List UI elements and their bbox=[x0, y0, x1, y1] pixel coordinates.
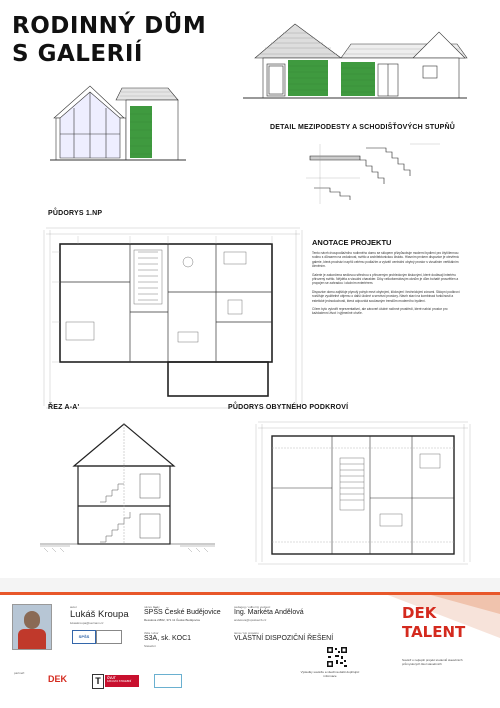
author-photo bbox=[12, 604, 52, 650]
author-label: autor bbox=[70, 605, 77, 609]
theme-value: VLASTNÍ DISPOZIČNÍ ŘEŠENÍ bbox=[234, 635, 334, 642]
teacher-email: andelova@spsstavcb.cz bbox=[234, 618, 267, 622]
annotation-title: ANOTACE PROJEKTU bbox=[312, 238, 392, 247]
annotation-paragraph: Tento návrh dvoupodlažního rodinného domu se sklopem přizpůsobuje moderní bydlení pro čtyřčlennou rodinu s důrazem na vzdušnost, světlo a architektonickou čistotu. Hlavním prvkem dispozice je otevřená galerie, která prochází napříč celému podlažím a vytváří centrální obytný prostor s vizuálním vertikálním členěním. bbox=[312, 251, 459, 269]
author-email: lukaskroupa@seznam.cz bbox=[70, 621, 104, 625]
class-label: třída / obor bbox=[144, 631, 159, 635]
green-facade-panel bbox=[341, 62, 375, 96]
brand-description: Soutěž o nejlepší projekt studentů stavebních průmyslových škol stavebních bbox=[402, 658, 463, 666]
stair-detail-drawing bbox=[300, 138, 450, 208]
teacher-name: Ing. Markéta Andělová bbox=[234, 609, 304, 616]
section-drawing bbox=[40, 416, 215, 558]
section-heading: ŘEZ A-A' bbox=[48, 404, 80, 411]
dek-talent-logo bbox=[402, 604, 465, 642]
dek-logo: DEK bbox=[48, 674, 68, 684]
detail-heading: DETAIL MEZIPODESTY A SCHODIŠŤOVÝCH STUPŇŮ bbox=[270, 124, 456, 131]
partners-label: partneři: bbox=[14, 671, 26, 675]
green-facade-panel bbox=[130, 106, 152, 158]
school-name: SPŠS České Budějovice bbox=[144, 609, 221, 616]
annotation-paragraph: Galerie je zakončena sedlovou střechou s přirozeným prohledovým kiskovými, které dodávají interiéru přirozený světlo. Nějdéla a vizuální charakter. Díky velkoformátovým oknům je dům bohatě prosvětlen a propojen se zahradou i okolním exteriérem. bbox=[312, 272, 459, 286]
school-badge-icon bbox=[96, 630, 122, 644]
brand-talent: TALENT bbox=[402, 623, 466, 641]
partner-logo-icon bbox=[154, 674, 182, 688]
class-value: S3A, sk. KOC1 bbox=[144, 635, 192, 642]
school-logo-icon: SPŠS bbox=[72, 630, 96, 644]
floor1-plan-drawing bbox=[38, 222, 308, 414]
school-address: Resslova 2/862, 371 11 České Budějovice bbox=[144, 618, 201, 622]
title-line-2: S GALERIÍ bbox=[12, 41, 143, 67]
annotation-paragraph: Dispozice domu zajišťuje plynulý pohyb mezi obytnými, klidovými i technickými zónami. Sklopní podkroví rozšiřuje využitelné objemu o další úložné a servisní prostory. Návrh staví na kombinaci funkčnosti a estetické jednoduchosti, která odpovídá současným trendům moderního bydlení. bbox=[312, 289, 460, 303]
theme-label: téma / typ projektu bbox=[234, 631, 259, 635]
annotation-paragraph: Cílem bylo vytvořit reprezentativní, ale zároveň útulné rodinné prostředí, které nabízí prostor pro každodenní život i výjimečné chvíle. bbox=[312, 307, 448, 316]
teacher-label: pedagog / odborný vedoucí bbox=[234, 605, 271, 609]
school-label: název školy bbox=[144, 605, 160, 609]
qr-caption: Výsledky soutěže a všechna další doplňující informace bbox=[300, 670, 360, 678]
cvut-logo-text: ČVUT bbox=[107, 676, 116, 680]
qr-code-icon bbox=[326, 646, 348, 668]
page-title bbox=[12, 12, 206, 68]
attic-plan-drawing bbox=[252, 418, 474, 568]
cvut-logo: T ČVUT FAKULTA STAVEBNÍ bbox=[92, 674, 140, 688]
brand-dek: DEK bbox=[402, 604, 437, 622]
class-sub: Stavební bbox=[144, 644, 156, 648]
side-elevation-drawing bbox=[50, 78, 186, 164]
annotation-block bbox=[312, 238, 462, 320]
author-name: Lukáš Kroupa bbox=[70, 609, 129, 620]
attic-heading: PŮDORYS OBYTNÉHO PODKROVÍ bbox=[228, 404, 349, 411]
title-line-1: RODINNÝ DŮM bbox=[12, 13, 207, 39]
footer bbox=[0, 578, 500, 708]
floor1-heading: PŮDORYS 1.NP bbox=[48, 210, 103, 217]
cvut-logo-subtext: FAKULTA STAVEBNÍ bbox=[107, 680, 132, 683]
front-elevation-drawing bbox=[243, 14, 468, 102]
